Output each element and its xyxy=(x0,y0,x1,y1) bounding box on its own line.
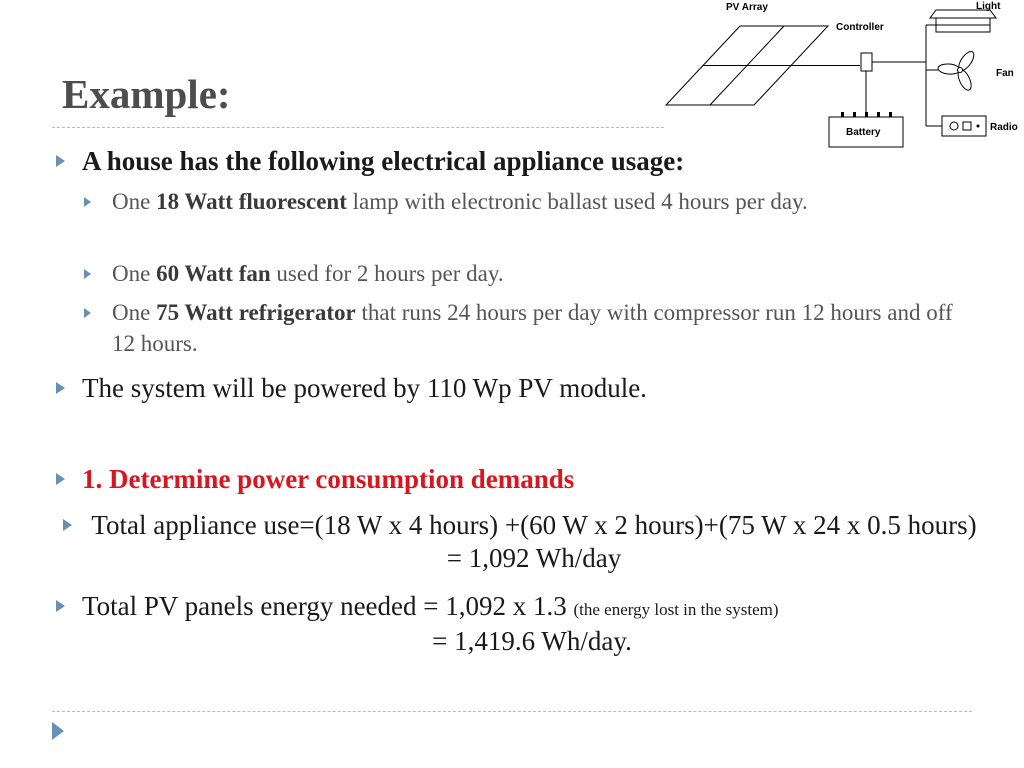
controller-icon xyxy=(861,53,872,71)
footer-arrow-icon xyxy=(52,722,64,740)
bullet-arrow-icon xyxy=(56,600,65,612)
sub2-post: used for 2 hours per day. xyxy=(270,261,504,286)
pv-energy-result: = 1,419.6 Wh/day. xyxy=(432,626,632,656)
sub2-bold: 60 Watt fan xyxy=(156,261,271,286)
sub2-pre: One xyxy=(112,261,157,286)
sub-bullet-fan xyxy=(112,258,982,289)
bullet-arrow-icon xyxy=(56,155,65,167)
bullet-total-appliance-use: Total appliance use=(18 W x 4 hours) +(60 W x 2 hours)+(75 W x 24 x 0.5 hours) = 1,092 Wh/day xyxy=(91,510,977,573)
sub1-pre: One xyxy=(112,189,157,214)
radio-icon xyxy=(942,116,986,136)
sub1-post: lamp with electronic ballast used 4 hours per day. xyxy=(346,189,808,214)
sub-bullet-arrow-icon xyxy=(84,269,91,279)
bullet-pv-module: The system will be powered by 110 Wp PV module. xyxy=(82,373,647,403)
sub3-bold: 75 Watt refrigerator xyxy=(156,300,356,325)
sub-bullet-lamp xyxy=(112,186,982,217)
pv-array-label: PV Array xyxy=(726,2,768,13)
footer-divider xyxy=(52,711,972,712)
bullet-arrow-icon xyxy=(63,519,72,531)
bullet-total-pv-energy xyxy=(82,590,779,626)
sub3-post: that runs 24 hours per day with compressor run 12 hours and off 12 hours. xyxy=(112,300,953,356)
radio-label: Radio xyxy=(990,122,1018,133)
light-icon xyxy=(930,10,996,32)
bullet-determine-demands: 1. Determine power consumption demands xyxy=(82,464,575,494)
pv-energy-main: Total PV panels energy needed = 1,092 x 1.3 xyxy=(82,591,574,621)
bullet-arrow-icon xyxy=(56,473,65,485)
sub-bullet-arrow-icon xyxy=(84,308,91,318)
sub-bullet-refrigerator xyxy=(112,297,972,359)
slide-title: Example: xyxy=(62,71,231,117)
pv-energy-note: (the energy lost in the system) xyxy=(573,600,779,619)
battery-label: Battery xyxy=(846,127,881,138)
light-label: Light xyxy=(976,1,1001,12)
title-divider xyxy=(52,127,664,128)
fan-label: Fan xyxy=(996,68,1014,79)
bullet-appliance-usage: A house has the following electrical appliance usage: xyxy=(82,146,685,176)
pv-system-diagram xyxy=(660,0,1024,152)
controller-label: Controller xyxy=(836,22,884,33)
sub-bullet-arrow-icon xyxy=(84,197,91,207)
fan-icon xyxy=(938,49,977,92)
bullet-arrow-icon xyxy=(56,382,65,394)
sub3-pre: One xyxy=(112,300,157,325)
sub1-bold: 18 Watt fluorescent xyxy=(156,189,347,214)
